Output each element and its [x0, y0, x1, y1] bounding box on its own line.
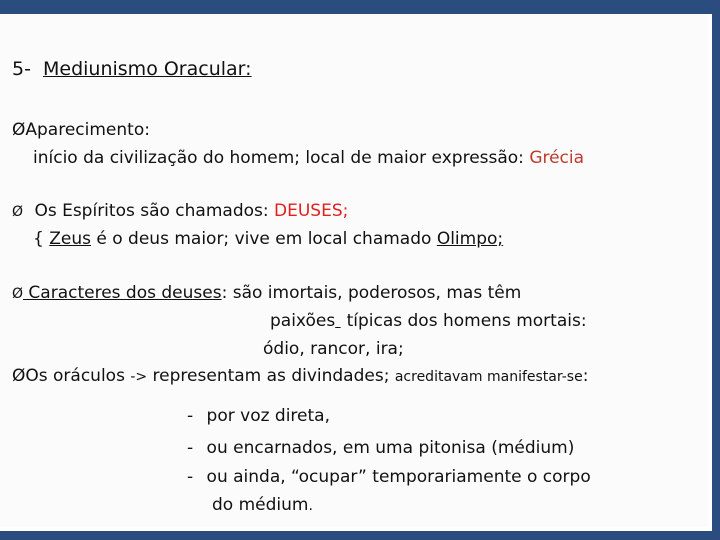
- oraculo-continuation: [212, 495, 313, 516]
- bullet-colon: :: [582, 366, 589, 386]
- bullet-colon: :: [144, 120, 150, 140]
- bullet-lead: Os oráculos: [25, 366, 131, 386]
- content-panel: [0, 14, 712, 531]
- bullet-text: Os Espíritos são chamados:: [34, 201, 275, 221]
- arrow-bullet-icon: Ø: [12, 204, 24, 220]
- arrow-bullet-icon: Ø: [12, 120, 26, 140]
- bullet-small: acreditavam manifestar-se: [394, 369, 583, 385]
- arrow-bullet-icon: Ø: [12, 286, 24, 302]
- item-text: ou encarnados, em uma pitonisa (médium): [206, 438, 575, 458]
- bullet-text: são imortais, poderosos, mas têm: [227, 283, 522, 303]
- title-number: 5-: [12, 58, 31, 80]
- bullet-caracteres-line2: [270, 311, 587, 331]
- item-dash: -: [187, 406, 194, 426]
- highlight-grecia: Grécia: [529, 148, 585, 168]
- bullet-espiritos-detail: [33, 229, 503, 249]
- detail-text: ódio, rancor, ira;: [263, 339, 404, 359]
- bullet-aparecimento-detail: [33, 148, 584, 168]
- olimpo-word: Olimpo;: [436, 229, 504, 249]
- oraculo-item-3: [187, 467, 591, 487]
- item-text: por voz direta,: [206, 406, 330, 426]
- detail-text: é o deus maior; vive em local chamado: [90, 229, 437, 249]
- arrow-symbol: ->: [130, 369, 148, 385]
- bullet-heading: Caracteres dos deuses: [23, 283, 222, 303]
- arrow-bullet-icon: Ø: [12, 366, 26, 386]
- item-text: ou ainda, “ocupar” temporariamente o corpo: [206, 467, 591, 487]
- zeus-word: Zeus: [49, 229, 91, 249]
- oraculo-item-2: [187, 438, 574, 458]
- brace-open: {: [33, 229, 50, 249]
- bullet-colon: :: [221, 283, 228, 303]
- item-dash: -: [187, 438, 194, 458]
- bullet-oraculos: [12, 366, 588, 387]
- detail-text: típicas dos homens mortais:: [341, 311, 587, 331]
- paixoes-word: paixões: [270, 311, 336, 331]
- period: .: [308, 498, 313, 514]
- oraculo-item-1: [187, 406, 330, 426]
- detail-text: início da civilização do homem; local de maior expressão:: [33, 148, 530, 168]
- bullet-caracteres-line3: [263, 339, 404, 359]
- bullet-caracteres: [12, 283, 521, 304]
- bullet-aparecimento: [12, 120, 150, 140]
- slide-title: [12, 59, 252, 79]
- bullet-espiritos: [12, 201, 348, 222]
- bullet-main: representam as divindades;: [147, 366, 395, 386]
- item-text: do médium: [212, 495, 309, 515]
- item-dash: -: [187, 467, 194, 487]
- title-text: Mediunismo Oracular:: [43, 58, 252, 80]
- highlight-deuses: DEUSES;: [274, 201, 349, 221]
- bullet-heading: Aparecimento: [25, 120, 145, 140]
